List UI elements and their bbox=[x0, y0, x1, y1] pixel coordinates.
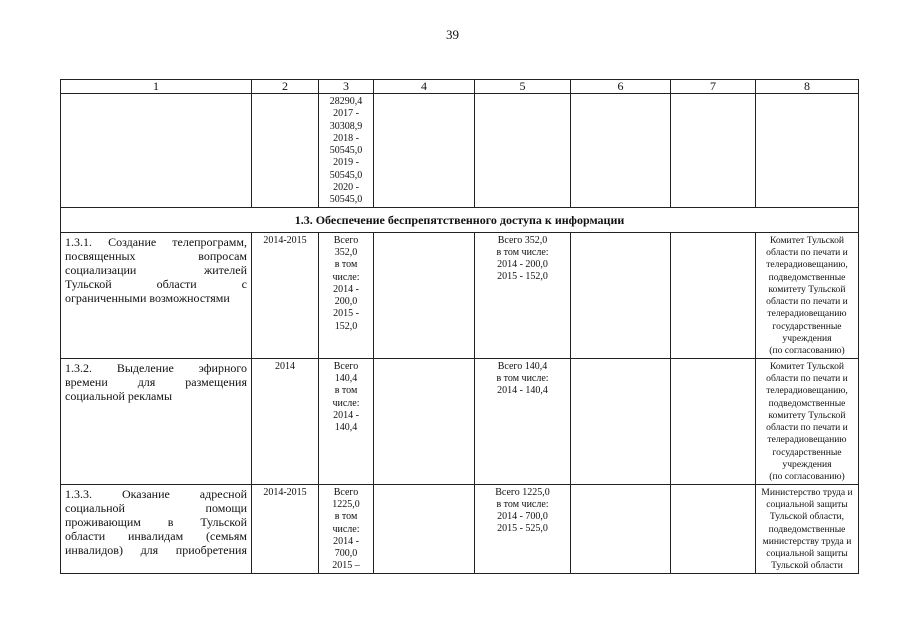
cell-col-7 bbox=[671, 232, 756, 358]
funding-line: 2019 - bbox=[333, 157, 359, 169]
executor-line: комитету Тульской bbox=[768, 409, 846, 421]
funding-line: 28290,4 bbox=[329, 96, 363, 107]
measure-line: Тульской области с bbox=[65, 276, 247, 291]
measure-line: социальной рекламы bbox=[65, 388, 173, 403]
table-row bbox=[61, 232, 859, 358]
cell-col-4 bbox=[374, 232, 475, 358]
section-title: 1.3. Обеспечение беспрепятственного доступа к информации bbox=[61, 207, 859, 232]
funding-line: 140,4 bbox=[334, 372, 358, 384]
measure-line: 1.3.1. Создание телепрограмм, bbox=[65, 234, 247, 249]
cell-col-4 bbox=[374, 484, 475, 573]
executor-line: социальной защиты bbox=[766, 498, 848, 510]
period-cell: 2014-2015 bbox=[252, 232, 319, 358]
measure-cell bbox=[61, 484, 252, 573]
budget-cell bbox=[475, 232, 571, 358]
funding-line: 2020 - bbox=[333, 182, 359, 194]
executor-line: Тульской области, bbox=[769, 511, 845, 523]
executor-line: телерадиовещанию bbox=[767, 308, 847, 320]
executor-line: телерадиовещанию, bbox=[766, 385, 848, 397]
measure-line: области инвалидам (семьям bbox=[65, 528, 247, 543]
executor-cell bbox=[756, 358, 859, 484]
period-cell: 2014 bbox=[252, 358, 319, 484]
cell-col-1 bbox=[61, 94, 252, 208]
page-number: 39 bbox=[446, 27, 459, 42]
executor-cell bbox=[756, 484, 859, 573]
budget-line: 2014 - 700,0 bbox=[497, 510, 548, 522]
funding-line: 2014 - bbox=[333, 535, 359, 547]
executor-line: учреждения bbox=[782, 333, 832, 345]
funding-cell bbox=[319, 232, 374, 358]
funding-line: 2014 - bbox=[333, 283, 359, 295]
funding-line: Всего bbox=[333, 234, 359, 246]
funding-line: в том bbox=[334, 385, 358, 397]
funding-line: 200,0 bbox=[334, 296, 358, 308]
budget-cell bbox=[475, 358, 571, 484]
funding-line: 1225,0 bbox=[332, 498, 360, 510]
funding-line: 2015 - bbox=[333, 308, 359, 320]
executor-line: Тульской области bbox=[771, 560, 843, 572]
executor-line: телерадиовещанию, bbox=[766, 259, 848, 271]
executor-line: государственные bbox=[772, 320, 842, 332]
executor-line: государственные bbox=[772, 446, 842, 458]
table-row bbox=[61, 484, 859, 573]
cell-col-2 bbox=[252, 94, 319, 208]
funding-line: Всего bbox=[333, 360, 359, 372]
header-col-8: 8 bbox=[756, 80, 859, 94]
header-col-7: 7 bbox=[671, 80, 756, 94]
executor-line: социальной защиты bbox=[766, 548, 848, 560]
budget-line: Всего 140,4 bbox=[497, 360, 548, 372]
executor-line: области по печати и bbox=[766, 246, 848, 258]
header-row bbox=[61, 80, 859, 94]
executor-cell bbox=[756, 232, 859, 358]
measure-line: 1.3.2. Выделение эфирного bbox=[65, 360, 247, 375]
measure-line: 1.3.3. Оказание адресной bbox=[65, 486, 247, 501]
funding-cell bbox=[319, 94, 374, 208]
measure-line: посвященных вопросам bbox=[65, 248, 247, 263]
measure-line: проживающим в Тульской bbox=[65, 514, 247, 529]
executor-line: комитету Тульской bbox=[768, 283, 846, 295]
header-col-5: 5 bbox=[475, 80, 571, 94]
header-col-4: 4 bbox=[374, 80, 475, 94]
funding-line: 2014 - bbox=[333, 409, 359, 421]
budget-line: в том числе: bbox=[496, 246, 549, 258]
section-row bbox=[61, 207, 859, 232]
budget-line: Всего 352,0 bbox=[497, 234, 548, 246]
funding-line: в том bbox=[334, 511, 358, 523]
funding-cell bbox=[319, 484, 374, 573]
executor-line: Министерство труда и bbox=[761, 486, 853, 498]
funding-line: 50545,0 bbox=[329, 194, 363, 206]
measure-line: социальной помощи bbox=[65, 500, 247, 515]
funding-line: 30308,9 bbox=[329, 120, 363, 132]
funding-line: 140,4 bbox=[334, 422, 358, 434]
executor-line: Комитет Тульской bbox=[769, 234, 845, 246]
funding-line: 50545,0 bbox=[329, 169, 363, 181]
measure-cell bbox=[61, 358, 252, 484]
budget-line: 2015 - 152,0 bbox=[497, 270, 548, 282]
cell-col-7 bbox=[671, 358, 756, 484]
cell-col-6 bbox=[571, 484, 671, 573]
funding-line: 152,0 bbox=[334, 320, 358, 332]
measure-line: социализации жителей bbox=[65, 262, 247, 277]
executor-line: (по согласованию) bbox=[769, 345, 845, 357]
executor-line: подведомственные bbox=[768, 397, 846, 409]
funding-line: 2015 – bbox=[332, 560, 360, 572]
executor-line: учреждения bbox=[782, 459, 832, 471]
cell-col-4 bbox=[374, 94, 475, 208]
budget-line: 2014 - 140,4 bbox=[497, 384, 548, 396]
budget-line: в том числе: bbox=[496, 372, 549, 384]
budget-line: 2014 - 200,0 bbox=[497, 258, 548, 270]
header-col-1: 1 bbox=[61, 80, 252, 94]
funding-line: 352,0 bbox=[334, 246, 358, 258]
executor-line: (по согласованию) bbox=[769, 471, 845, 483]
budget-line: в том числе: bbox=[496, 498, 549, 510]
funding-line: Всего bbox=[333, 486, 359, 498]
funding-line: числе: bbox=[332, 523, 360, 535]
budget-line: 2015 - 525,0 bbox=[497, 522, 548, 534]
executor-line: Комитет Тульской bbox=[769, 360, 845, 372]
funding-line: числе: bbox=[332, 271, 360, 283]
funding-line: 700,0 bbox=[334, 548, 358, 560]
funding-line: 50545,0 bbox=[329, 145, 363, 157]
executor-line: министерству труда и bbox=[762, 535, 852, 547]
cell-col-7 bbox=[671, 94, 756, 208]
measure-line: инвалидов) для приобретения bbox=[65, 542, 247, 557]
funding-cell bbox=[319, 358, 374, 484]
table-row bbox=[61, 358, 859, 484]
header-col-3: 3 bbox=[319, 80, 374, 94]
program-table bbox=[60, 79, 859, 574]
executor-line: подведомственные bbox=[768, 523, 846, 535]
cell-col-4 bbox=[374, 358, 475, 484]
funding-line: числе: bbox=[332, 397, 360, 409]
period-cell: 2014-2015 bbox=[252, 484, 319, 573]
executor-line: области по печати и bbox=[766, 422, 848, 434]
cell-col-7 bbox=[671, 484, 756, 573]
measure-line: времени для размещения bbox=[65, 374, 247, 389]
measure-line: ограниченными возможностями bbox=[65, 290, 230, 305]
executor-line: области по печати и bbox=[766, 296, 848, 308]
executor-line: подведомственные bbox=[768, 271, 846, 283]
header-col-6: 6 bbox=[571, 80, 671, 94]
cell-col-5 bbox=[475, 94, 571, 208]
executor-line: телерадиовещанию bbox=[767, 434, 847, 446]
funding-line: в том bbox=[334, 259, 358, 271]
measure-cell bbox=[61, 232, 252, 358]
header-col-2: 2 bbox=[252, 80, 319, 94]
cell-col-6 bbox=[571, 358, 671, 484]
continuation-row bbox=[61, 94, 859, 208]
executor-line: области по печати и bbox=[766, 372, 848, 384]
funding-line: 2018 - bbox=[333, 132, 359, 144]
cell-col-6 bbox=[571, 232, 671, 358]
cell-col-6 bbox=[571, 94, 671, 208]
cell-col-8 bbox=[756, 94, 859, 208]
budget-line: Всего 1225,0 bbox=[495, 486, 550, 498]
funding-line: 2017 - bbox=[333, 108, 359, 120]
budget-cell bbox=[475, 484, 571, 573]
